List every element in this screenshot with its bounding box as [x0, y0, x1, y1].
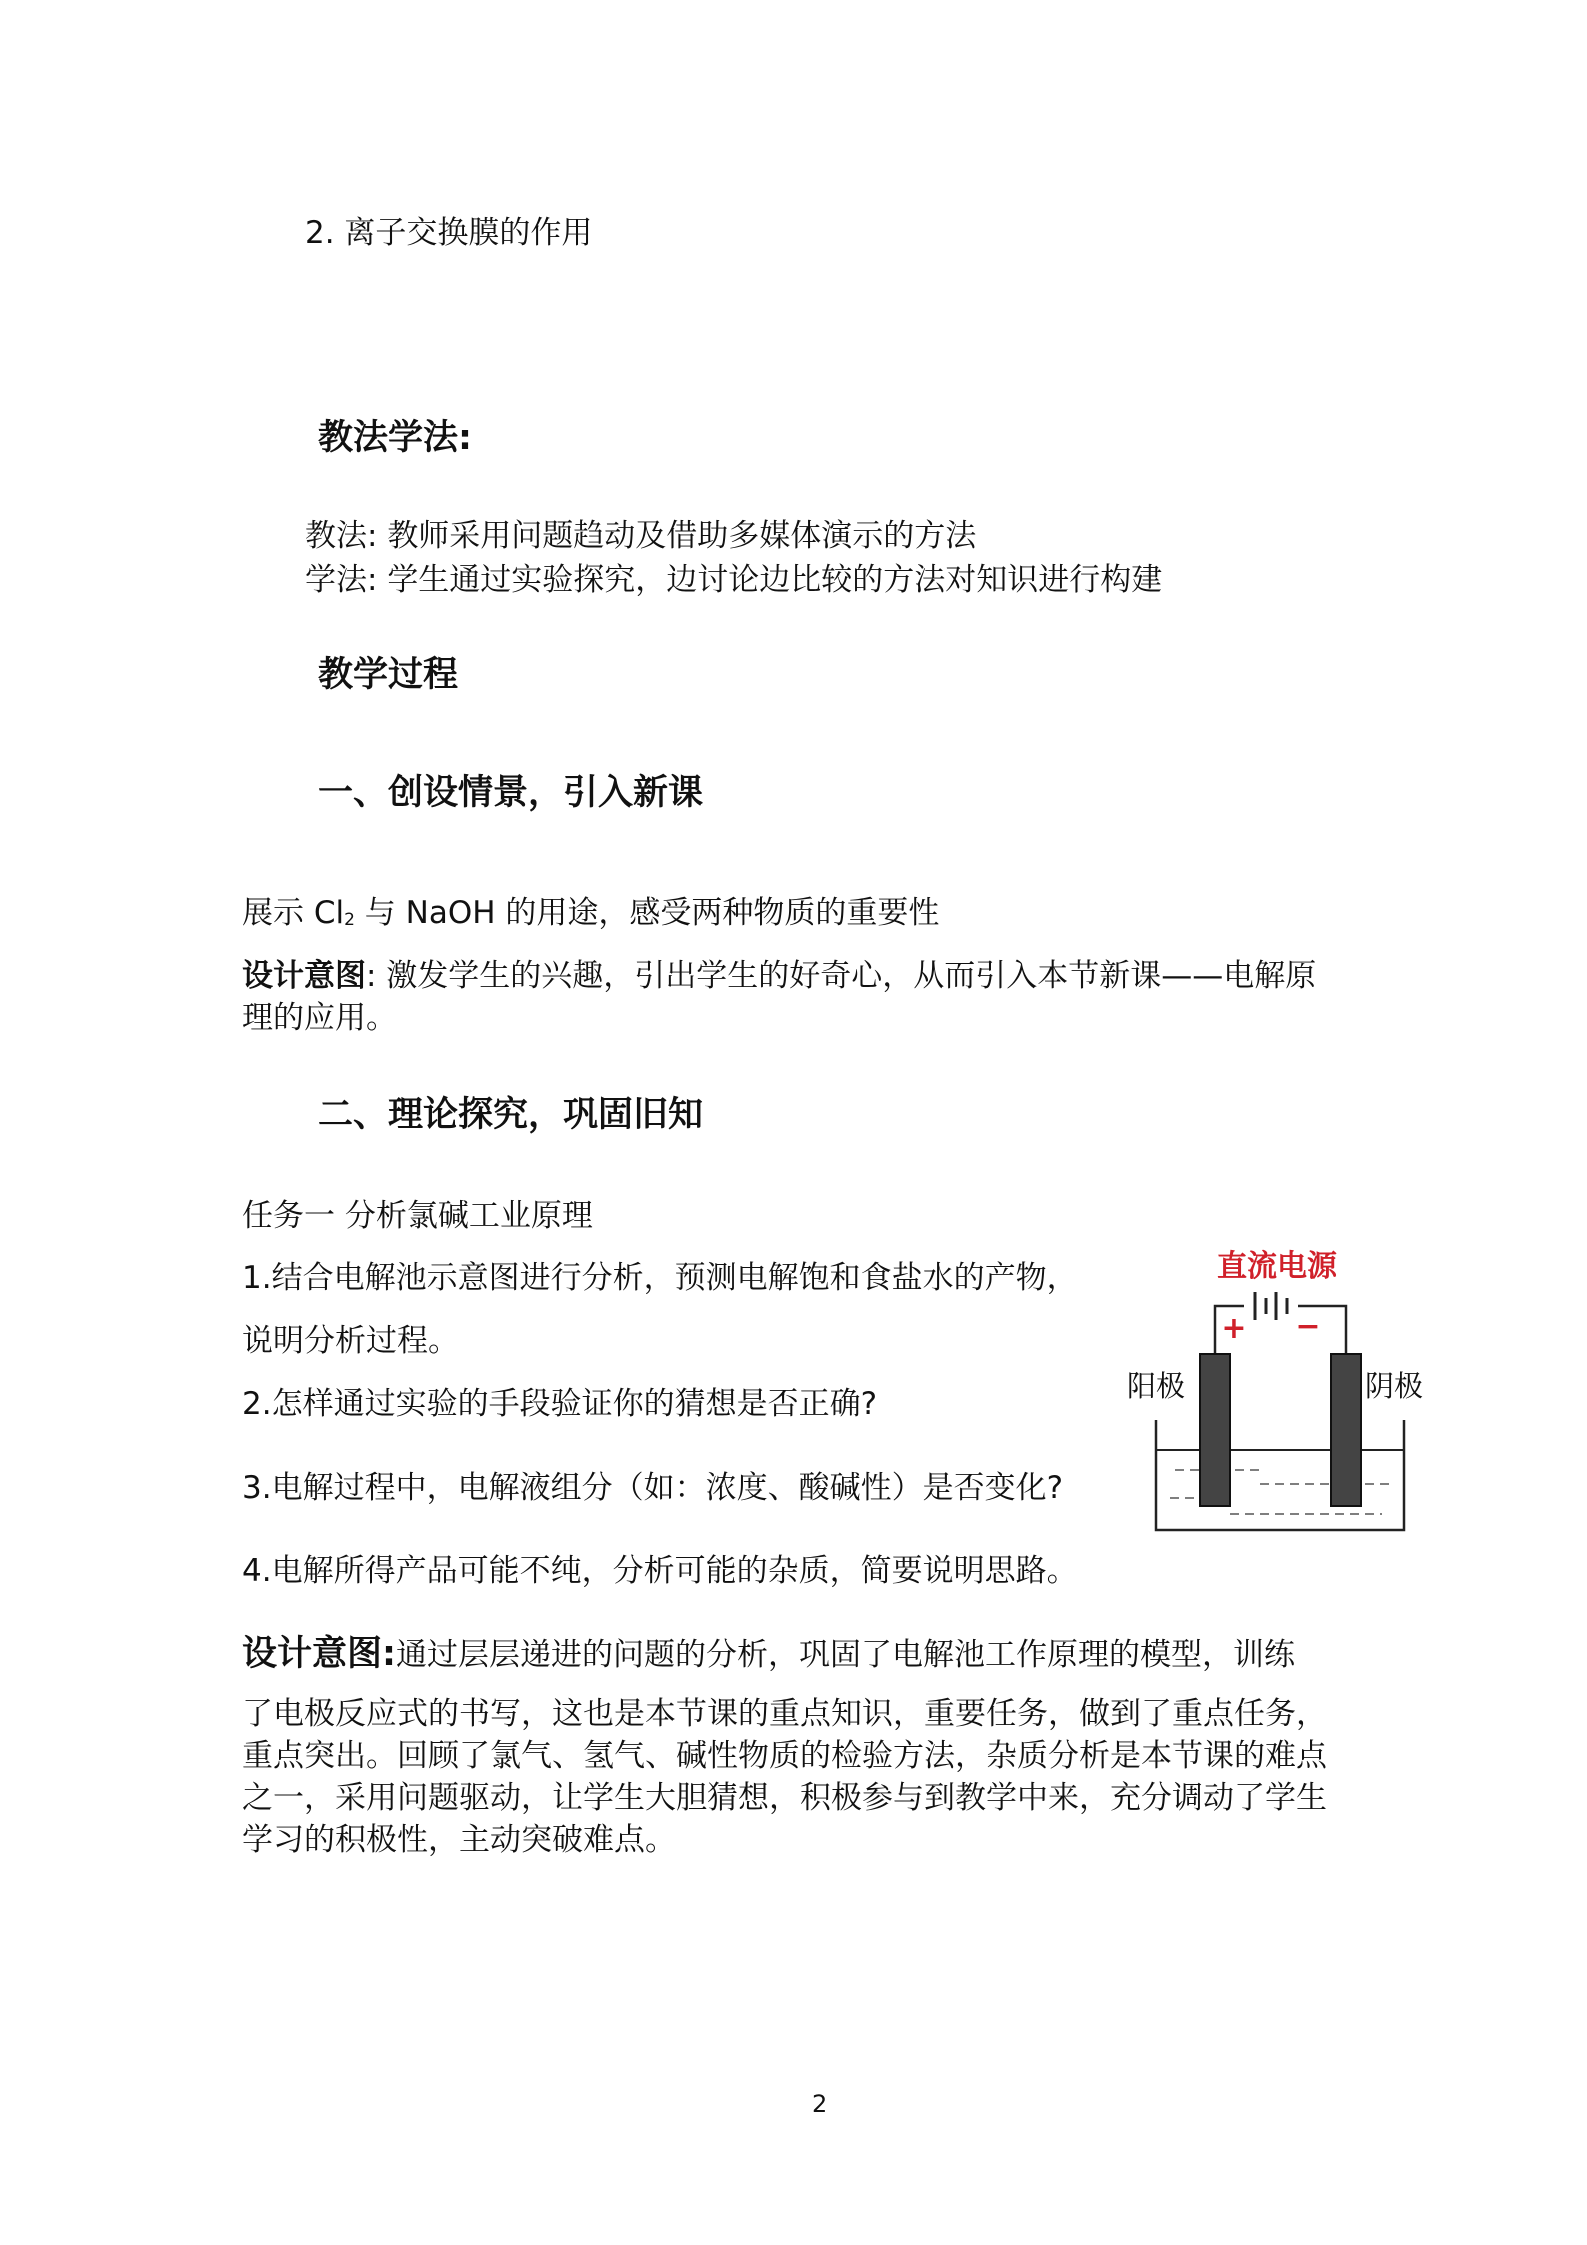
learning-method-label: 学法: — [305, 562, 378, 598]
teaching-method-label: 教法: — [305, 518, 378, 554]
teaching-method-text: 教师采用问题趋动及借助多媒体演示的方法 — [387, 518, 977, 554]
list-item-ion-exchange-membrane: 2. 离子交换膜的作用 — [305, 215, 593, 251]
question-4: 4.电解所得产品可能不纯，分析可能的杂质，简要说明思路。 — [242, 1553, 1078, 1589]
battery-icon — [1255, 1292, 1287, 1320]
cathode-label: 阴极 — [1364, 1369, 1424, 1403]
design-intent-line: 之一，采用问题驱动，让学生大胆猜想，积极参与到教学中来，充分调动了学生 — [242, 1780, 1327, 1816]
power-source-label: 直流电源 — [1217, 1249, 1337, 1284]
page-number: 2 — [812, 2090, 828, 2118]
teaching-method — [305, 516, 976, 556]
section1-show-text — [242, 893, 939, 940]
electrolysis-cell-diagram — [1120, 1240, 1430, 1540]
positive-sign: + — [1221, 1311, 1247, 1346]
anode-electrode — [1200, 1354, 1230, 1506]
design-intent-line: : 激发学生的兴趣，引出学生的好奇心，从而引入本节新课——电解原 — [366, 958, 1317, 994]
show-text-start: 展示 Cl — [242, 895, 345, 931]
design-intent-line: 通过层层递进的问题的分析，巩固了电解池工作原理的模型，训练 — [396, 1637, 1295, 1673]
design-intent-line: 了电极反应式的书写，这也是本节课的重点知识，重要任务，做到了重点任务， — [242, 1696, 1327, 1732]
learning-method-text: 学生通过实验探究，边讨论边比较的方法对知识进行构建 — [387, 562, 1163, 598]
question-3: 3.电解过程中，电解液组分（如：浓度、酸碱性）是否变化? — [242, 1470, 1064, 1506]
learning-method — [305, 560, 1162, 600]
section1-heading: 一、创设情景，引入新课 — [318, 773, 704, 813]
process-heading: 教学过程 — [318, 655, 459, 695]
design-intent-line: 重点突出。回顾了氯气、氢气、碱性物质的检验方法，杂质分析是本节课的难点 — [242, 1738, 1327, 1774]
section2-design-intent — [242, 1632, 1372, 1861]
question-1-line-2: 说明分析过程。 — [242, 1323, 459, 1359]
section2-heading: 二、理论探究，巩固旧知 — [318, 1095, 704, 1135]
methods-heading: 教法学法: — [318, 418, 472, 458]
section1-design-intent — [242, 955, 1362, 1039]
anode-label: 阳极 — [1126, 1369, 1186, 1403]
negative-sign: − — [1295, 1309, 1321, 1344]
design-intent-line: 理的应用。 — [242, 1000, 397, 1036]
show-text-end: 与 NaOH 的用途，感受两种物质的重要性 — [354, 895, 940, 931]
chlorine-subscript: 2 — [344, 910, 355, 930]
question-1-line-1: 1.结合电解池示意图进行分析，预测电解饱和食盐水的产物， — [242, 1260, 1078, 1296]
design-intent-label: 设计意图 — [242, 958, 366, 994]
design-intent-label: 设计意图: — [242, 1634, 396, 1674]
design-intent-line: 学习的积极性，主动突破难点。 — [242, 1822, 676, 1858]
question-2: 2.怎样通过实验的手段验证你的猜想是否正确? — [242, 1386, 878, 1422]
cathode-electrode — [1331, 1354, 1361, 1506]
task-title: 任务一 分析氯碱工业原理 — [242, 1198, 593, 1234]
